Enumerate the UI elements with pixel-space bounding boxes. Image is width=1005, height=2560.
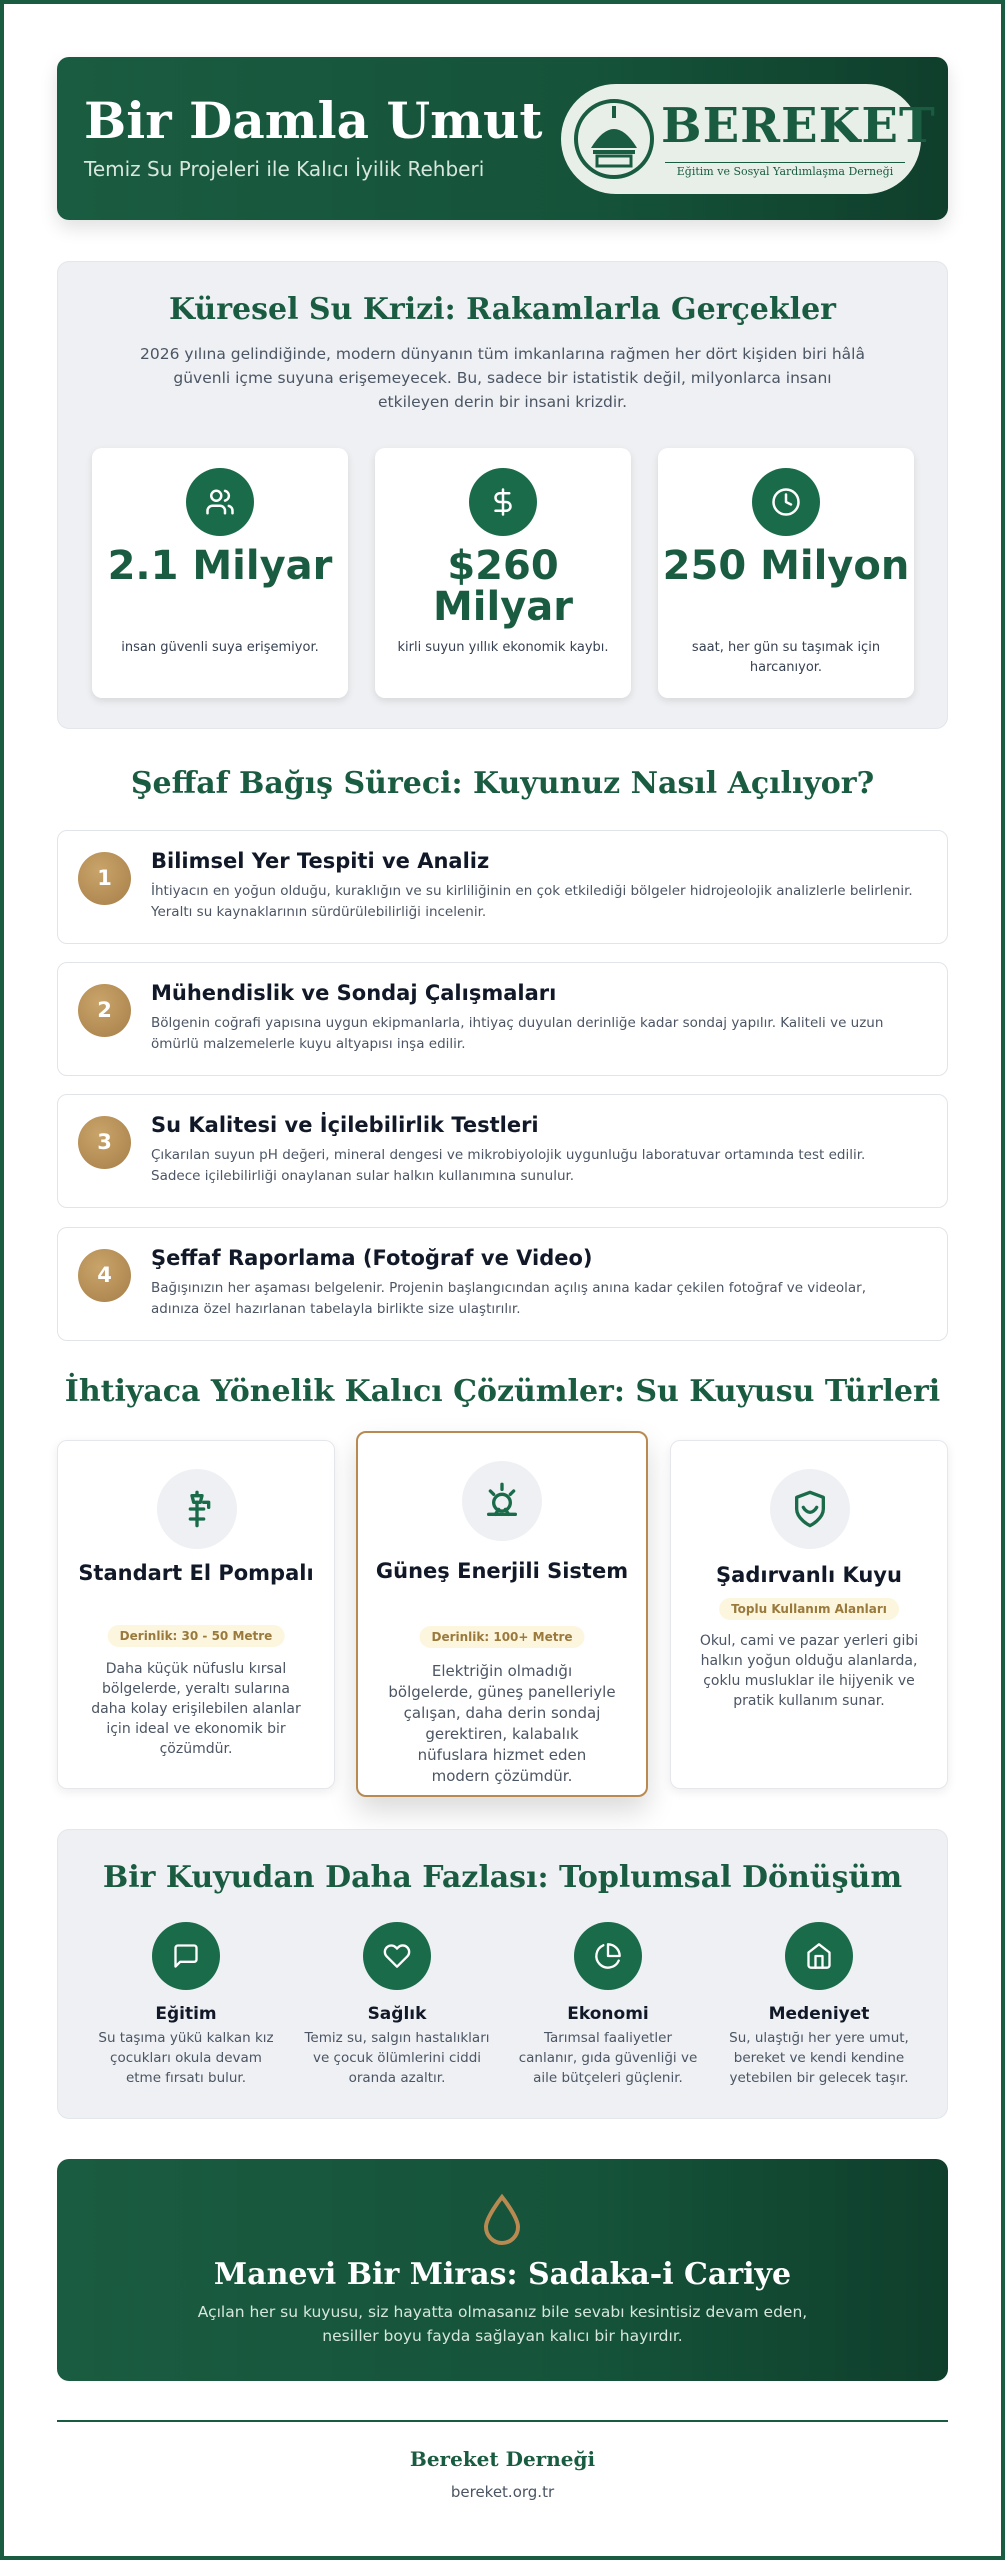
- wells-title: İhtiyaca Yönelik Kalıcı Çözümler: Su Kuyusu Türleri: [64, 1374, 941, 1409]
- stat-number: 250 Milyon: [662, 543, 910, 589]
- page-subtitle: Temiz Su Projeleri ile Kalıcı İyilik Rehberi: [84, 157, 485, 181]
- impact-item-description: Su, ulaştığı her yere umut, bereket ve kendi kendine yetebilen bir gelecek taşır.: [729, 2030, 909, 2086]
- stat-caption: saat, her gün su taşımak için harcanıyor.: [691, 640, 881, 675]
- step-title: Şeffaf Raporlama (Fotoğraf ve Video): [151, 1246, 593, 1270]
- impact-item: [719, 1922, 919, 2088]
- impact-item-title: Eğitim: [155, 2004, 217, 2024]
- stat-card: [658, 448, 914, 698]
- well-icon-circle: [462, 1461, 542, 1541]
- step-description: Bağışınızın her aşaması belgelenir. Projenin başlangıcından açılış anına kadar çekilen fotoğraf ve videolar, adınıza özel hazırlanan tabelayla birlikte size ulaştırılır.: [151, 1280, 867, 1317]
- impact-item: [86, 1922, 286, 2088]
- pie-chart-icon: [594, 1942, 622, 1970]
- impact-item-title: Sağlık: [367, 2004, 427, 2024]
- hand-pump-icon: [177, 1489, 217, 1529]
- heart-icon: [383, 1942, 411, 1970]
- step-title: Su Kalitesi ve İçilebilirlik Testleri: [151, 1113, 539, 1137]
- step-number-badge: 4: [78, 1249, 131, 1302]
- well-title: Şadırvanlı Kuyu: [716, 1563, 902, 1587]
- stat-number: $260 Milyar: [432, 543, 574, 630]
- logo-tagline: Eğitim ve Sosyal Yardımlaşma Derneği: [665, 162, 905, 178]
- well-icon-circle: [157, 1469, 237, 1549]
- crisis-lead: 2026 yılına gelindiğinde, modern dünyanın tüm imkanlarına rağmen her dört kişiden biri hâlâ güvenli içme suyuna erişemeyecek. Bu, sadece bir istatistik değil, milyonlarca insanı etkileyen derin bir insani krizdir.: [140, 345, 865, 411]
- chat-icon: [172, 1942, 200, 1970]
- users-icon: [205, 487, 235, 517]
- step-title: Bilimsel Yer Tespiti ve Analiz: [151, 849, 490, 873]
- legacy-banner: [57, 2159, 948, 2381]
- shield-icon: [790, 1489, 830, 1529]
- impact-item-description: Su taşıma yükü kalkan kız çocukları okula devam etme fırsatı bulur.: [98, 2030, 274, 2086]
- well-type-card-featured: [356, 1431, 648, 1797]
- step-title: Mühendislik ve Sondaj Çalışmaları: [151, 981, 557, 1005]
- impact-item-description: Tarımsal faaliyetler canlanır, gıda güvenliği ve aile bütçeleri güçlenir.: [518, 2030, 698, 2086]
- impact-icon-circle: [785, 1922, 853, 1990]
- well-type-card: [57, 1440, 335, 1789]
- clock-icon: [771, 487, 801, 517]
- process-title: Şeffaf Bağış Süreci: Kuyunuz Nasıl Açılıyor?: [130, 766, 875, 801]
- legacy-title: Manevi Bir Miras: Sadaka-i Cariye: [213, 2257, 792, 2292]
- crisis-section: [57, 261, 948, 729]
- dollar-icon: [488, 487, 518, 517]
- home-icon: [805, 1942, 833, 1970]
- process-step: [57, 830, 948, 944]
- mosque-logo-icon: [571, 96, 657, 182]
- impact-icon-circle: [363, 1922, 431, 1990]
- well-depth-tag: Derinlik: 100+ Metre: [419, 1626, 584, 1648]
- impact-icon-circle: [152, 1922, 220, 1990]
- well-depth-tag: Toplu Kullanım Alanları: [719, 1598, 899, 1620]
- impact-icon-circle: [574, 1922, 642, 1990]
- well-title: Güneş Enerjili Sistem: [375, 1559, 629, 1583]
- sun-icon: [482, 1481, 522, 1521]
- impact-item: [297, 1922, 497, 2088]
- stat-number: 2.1 Milyar: [107, 543, 333, 589]
- bereket-logo: [561, 84, 936, 194]
- step-number-badge: 3: [78, 1116, 131, 1169]
- impact-item: [508, 1922, 708, 2088]
- impact-section: [57, 1829, 948, 2119]
- stat-card: [92, 448, 348, 698]
- step-description: İhtiyacın en yoğun olduğu, kuraklığın ve su kirliliğinin en çok etkilediği bölgeler hidrojeolojik analizlerle belirlenir. Yeraltı su kaynaklarının sürdürülebilirliği incelenir.: [151, 883, 913, 920]
- page-title: Bir Damla Umut: [84, 91, 543, 150]
- well-depth-tag: Derinlik: 30 - 50 Metre: [108, 1625, 285, 1647]
- well-type-card: [670, 1440, 948, 1789]
- water-drop-icon: [480, 2193, 524, 2247]
- stat-icon-circle: [186, 468, 254, 536]
- footer-divider: [57, 2420, 948, 2422]
- well-description: Daha küçük nüfuslu kırsal bölgelerde, yeraltı sularına daha kolay erişilebilen alanlar için ideal ve ekonomik bir çözümdür.: [91, 1661, 301, 1757]
- footer-website-link[interactable]: bereket.org.tr: [450, 2483, 555, 2501]
- well-icon-circle: [770, 1469, 850, 1549]
- well-title: Standart El Pompalı: [78, 1561, 314, 1585]
- impact-item-description: Temiz su, salgın hastalıkları ve çocuk ölümlerini ciddi oranda azaltır.: [304, 2030, 490, 2086]
- header-banner: [57, 57, 948, 220]
- impact-item-title: Ekonomi: [567, 2004, 649, 2024]
- stat-icon-circle: [469, 468, 537, 536]
- stat-icon-circle: [752, 468, 820, 536]
- stat-card: [375, 448, 631, 698]
- step-number-badge: 2: [78, 984, 131, 1037]
- stat-caption: kirli suyun yıllık ekonomik kaybı.: [397, 640, 609, 655]
- process-step: [57, 1227, 948, 1341]
- logo-brand: BEREKET: [661, 98, 936, 154]
- process-step: [57, 962, 948, 1076]
- crisis-title: Küresel Su Krizi: Rakamlarla Gerçekler: [169, 292, 836, 327]
- impact-item-title: Medeniyet: [768, 2004, 870, 2024]
- step-number-badge: 1: [78, 852, 131, 905]
- step-description: Bölgenin coğrafi yapısına uygun ekipmanlarla, ihtiyaç duyulan derinliğe kadar sondaj yapılır. Kaliteli ve uzun ömürlü malzemelerle kuyu altyapısı inşa edilir.: [151, 1015, 884, 1052]
- step-description: Çıkarılan suyun pH değeri, mineral dengesi ve mikrobiyolojik uygunluğu laboratuvar ortamında test edilir. Sadece içilebilirliği onaylanan sular halkın kullanımına sunulur.: [151, 1147, 866, 1184]
- process-step: [57, 1094, 948, 1208]
- stat-caption: insan güvenli suya erişemiyor.: [121, 640, 319, 655]
- legacy-text: Açılan her su kuyusu, siz hayatta olmasanız bile sevabı kesintisiz devam eden, nesiller boyu fayda sağlayan kalıcı bir hayırdır.: [197, 2303, 808, 2345]
- well-description: Okul, cami ve pazar yerleri gibi halkın yoğun olduğu alanlarda, çoklu musluklar ile hijyenik ve pratik kullanım sunar.: [699, 1633, 919, 1709]
- well-description: Elektriğin olmadığı bölgelerde, güneş panelleriyle çalışan, daha derin sondaj gerektiren, kalabalık nüfuslara hizmet eden modern çözümdür.: [388, 1662, 616, 1785]
- footer-organization-name: Bereket Derneği: [409, 2447, 596, 2471]
- impact-title: Bir Kuyudan Daha Fazlası: Toplumsal Dönüşüm: [102, 1860, 903, 1895]
